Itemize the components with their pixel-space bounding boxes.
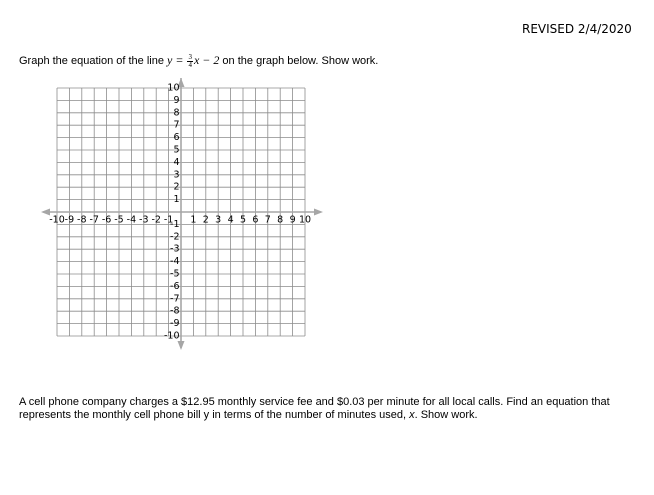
question-2-text: A cell phone company charges a $12.95 monthly service fee and $0.03 per minute for all local calls. Find an equation that represents the monthly cell phone bill y in terms of the number of minutes used, bbox=[19, 396, 610, 421]
y-tick-label: -5 bbox=[170, 268, 180, 280]
x-tick-label: -9 bbox=[64, 214, 75, 226]
coordinate-grid[interactable] bbox=[40, 78, 324, 350]
x-tick-label: 4 bbox=[227, 214, 234, 226]
question-1 bbox=[19, 53, 378, 69]
y-tick-label: 9 bbox=[173, 94, 180, 106]
y-axis-arrow-down bbox=[178, 341, 185, 350]
x-tick-label: -3 bbox=[139, 214, 149, 226]
equation-equals: = bbox=[172, 53, 187, 67]
equation bbox=[167, 53, 219, 67]
x-tick-label: 3 bbox=[215, 214, 222, 226]
x-axis-arrow-right bbox=[314, 209, 323, 216]
x-tick-label: -7 bbox=[89, 214, 99, 226]
y-tick-label: 10 bbox=[167, 82, 180, 94]
slope-fraction bbox=[187, 54, 193, 69]
x-tick-label: 1 bbox=[190, 214, 197, 226]
question-1-suffix: on the graph below. Show work. bbox=[219, 55, 379, 67]
revised-date: REVISED 2/4/2020 bbox=[522, 22, 632, 36]
x-tick-label: -1 bbox=[163, 214, 174, 226]
x-tick-label: -4 bbox=[126, 214, 137, 226]
x-tick-label: 5 bbox=[239, 214, 247, 226]
x-tick-label: -6 bbox=[101, 214, 112, 226]
y-tick-label: -8 bbox=[170, 305, 180, 317]
x-tick-label: 6 bbox=[252, 214, 259, 226]
x-tick-label: -10 bbox=[49, 214, 65, 226]
question-2 bbox=[19, 396, 639, 422]
x-tick-label: 10 bbox=[298, 214, 312, 226]
y-tick-label: 5 bbox=[173, 144, 180, 156]
equation-rhs: x − 2 bbox=[193, 53, 220, 67]
x-tick-label: -8 bbox=[77, 214, 87, 226]
question-1-prefix: Graph the equation of the line bbox=[19, 55, 167, 67]
y-tick-label: 8 bbox=[173, 107, 180, 119]
x-tick-label: 7 bbox=[264, 214, 271, 226]
y-tick-label: -7 bbox=[170, 293, 180, 305]
x-tick-label: 9 bbox=[289, 214, 296, 226]
grid-svg[interactable] bbox=[40, 78, 324, 350]
y-tick-label: -6 bbox=[170, 280, 180, 292]
slope-denominator: 4 bbox=[188, 60, 192, 69]
y-tick-label: -1 bbox=[170, 218, 180, 230]
x-tick-label: -2 bbox=[151, 214, 161, 226]
y-tick-label: -3 bbox=[170, 243, 180, 255]
y-tick-label: -4 bbox=[170, 256, 180, 268]
x-tick-label: 8 bbox=[277, 214, 284, 226]
y-tick-label: -9 bbox=[170, 318, 180, 330]
y-tick-label: 2 bbox=[173, 181, 180, 193]
y-tick-label: 3 bbox=[173, 169, 180, 181]
y-tick-label: -10 bbox=[163, 330, 180, 342]
y-tick-label: 1 bbox=[173, 194, 180, 206]
x-tick-label: 2 bbox=[202, 214, 209, 226]
y-tick-label: 4 bbox=[173, 156, 180, 168]
question-2-variable: x bbox=[409, 409, 415, 421]
y-tick-label: 6 bbox=[173, 132, 180, 144]
y-tick-label: 7 bbox=[173, 119, 180, 131]
question-2-end: . Show work. bbox=[414, 409, 478, 421]
y-tick-label: -2 bbox=[170, 231, 180, 243]
slope-numerator: 3 bbox=[188, 52, 192, 61]
equation-lhs: y bbox=[167, 53, 173, 67]
x-tick-label: -5 bbox=[114, 214, 124, 226]
